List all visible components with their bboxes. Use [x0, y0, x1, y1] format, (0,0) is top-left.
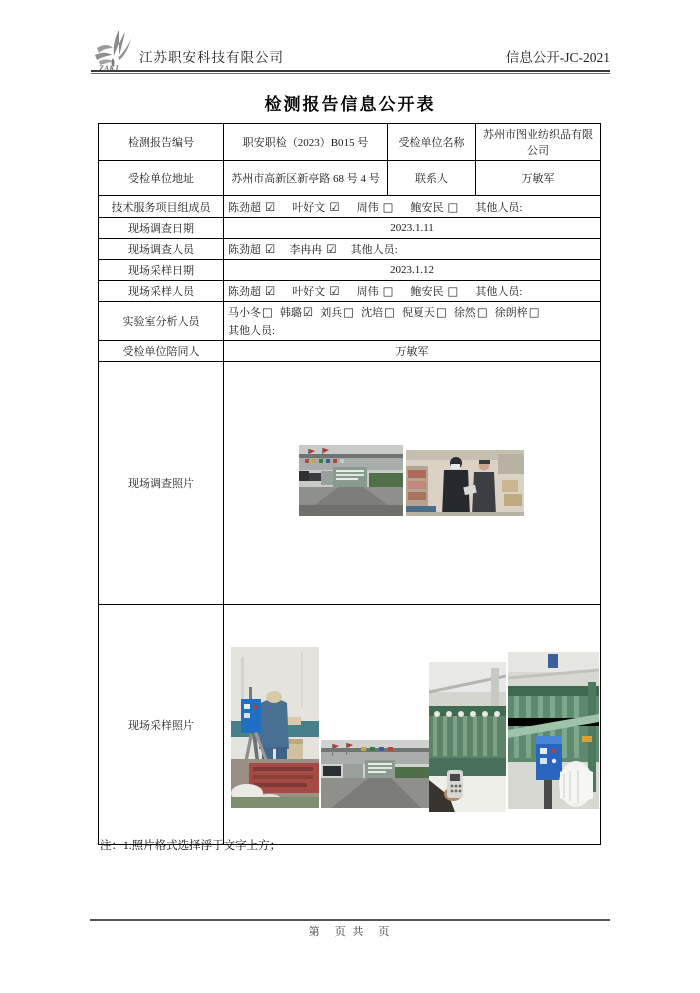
sampling-factory-gate-photo [321, 740, 429, 808]
lab-staff-label: 实验室分析人员 [99, 302, 224, 341]
staff-member-name: 刘兵 [320, 307, 343, 319]
report-no-label: 检测报告编号 [99, 124, 224, 161]
sampling-handheld-meter-photo [429, 662, 506, 812]
unchecked-checkbox-icon: □ [382, 284, 394, 298]
staff-member [289, 244, 336, 256]
footnote: 注：1.照片格式选择浮于文字上方； [100, 840, 282, 852]
team-members [224, 196, 601, 218]
doc-number: 信息公开-JC-2021 [505, 50, 610, 65]
contact-label: 联系人 [388, 161, 476, 196]
contact-value: 万敏军 [476, 161, 601, 196]
row-unit-address [99, 161, 601, 196]
staff-member [475, 202, 522, 214]
row-lab-staff [99, 302, 601, 341]
row-survey-staff [99, 239, 601, 260]
checked-checkbox-icon: ☑ [329, 199, 340, 214]
staff-member [495, 307, 540, 319]
unchecked-checkbox-icon: □ [384, 305, 395, 319]
staff-member [357, 286, 394, 298]
row-team-members [99, 196, 601, 218]
survey-photos-cell [224, 362, 601, 605]
company-name: 江苏职安科技有限公司 [139, 50, 284, 65]
staff-member [410, 199, 459, 214]
page-number-line: 第 页 共 页 [308, 926, 392, 938]
unit-name-label: 受检单位名称 [388, 124, 476, 161]
survey-staff [224, 239, 601, 260]
sampling-staff-label: 现场采样人员 [99, 281, 224, 302]
checked-checkbox-icon: ☑ [302, 305, 314, 319]
staff-member-name: 其他人员: [475, 286, 523, 298]
staff-member [228, 286, 275, 298]
staff-member [454, 307, 488, 319]
checked-checkbox-icon: ☑ [265, 199, 276, 214]
unchecked-checkbox-icon: □ [343, 305, 355, 319]
footer-divider [90, 919, 610, 921]
staff-member [361, 307, 395, 319]
staff-member-name: 周伟 [356, 201, 379, 214]
staff-member [292, 199, 340, 214]
staff-member-name: 叶好文 [292, 286, 326, 298]
staff-member-name: 陈劲超 [228, 244, 261, 256]
row-survey-photos [99, 362, 601, 605]
staff-member-name: 鲍安民 [410, 201, 444, 214]
row-escort [99, 341, 601, 362]
checked-checkbox-icon: ☑ [265, 242, 276, 256]
staff-member-name: 陈劲超 [228, 286, 261, 298]
team-label: 技术服务项目组成员 [99, 196, 224, 218]
staff-member-name: 叶好文 [292, 201, 326, 214]
sampling-machine-sampler-photo [508, 652, 599, 809]
row-sampling-photos [99, 605, 601, 845]
sampling-photos-label: 现场采样照片 [99, 605, 224, 845]
survey-factory-gate-photo [299, 445, 403, 516]
staff-member-name: 韩璐 [279, 307, 302, 319]
staff-member [228, 244, 275, 256]
unchecked-checkbox-icon: □ [262, 305, 273, 319]
logo-text: ZAKJ [99, 64, 119, 72]
staff-member [320, 307, 354, 319]
staff-member [292, 286, 339, 298]
staff-member [351, 244, 398, 256]
survey-interview-photo [406, 450, 524, 516]
page-title: 检测报告信息公开表 [264, 95, 436, 114]
checked-checkbox-icon: ☑ [265, 284, 276, 298]
company-logo-icon [91, 28, 137, 72]
staff-member [280, 307, 313, 319]
unit-addr-value: 苏州市高新区新亭路 68 号 4 号 [224, 161, 388, 196]
survey-staff-label: 现场调查人员 [99, 239, 224, 260]
lab-staff [224, 302, 601, 341]
escort-label: 受检单位陪同人 [99, 341, 224, 362]
report-header [91, 26, 610, 72]
sampling-photos-cell [224, 605, 601, 845]
staff-member-name: 倪夏天 [401, 307, 435, 319]
staff-member-name: 其他人员: [350, 244, 398, 256]
sampling-date-value: 2023.1.12 [224, 260, 601, 281]
survey-date-value: 2023.1.11 [224, 218, 601, 239]
unchecked-checkbox-icon: □ [447, 199, 459, 214]
staff-member [411, 286, 459, 298]
staff-member-name: 陈劲超 [228, 201, 261, 214]
checked-checkbox-icon: ☑ [326, 242, 337, 256]
staff-member-name: 其他人员: [475, 201, 523, 214]
staff-member-name: 李冉冉 [289, 244, 323, 256]
staff-member [475, 286, 522, 298]
staff-member-name: 沈培 [361, 307, 384, 319]
report-no-value: 职安职检（2023）B015 号 [224, 124, 388, 161]
row-sampling-staff [99, 281, 601, 302]
staff-member-name: 周伟 [356, 286, 379, 298]
row-report-no [99, 124, 601, 161]
staff-member-name: 马小冬 [228, 307, 261, 319]
staff-member [228, 199, 276, 214]
survey-date-label: 现场调查日期 [99, 218, 224, 239]
disclosure-form-table [98, 123, 601, 845]
header-branding [91, 24, 284, 72]
sampling-staff [224, 281, 601, 302]
row-survey-date [99, 218, 601, 239]
sampling-date-label: 现场采样日期 [99, 260, 224, 281]
unchecked-checkbox-icon: □ [476, 305, 488, 319]
staff-member [228, 307, 273, 319]
unchecked-checkbox-icon: □ [528, 305, 540, 319]
row-sampling-date [99, 260, 601, 281]
checked-checkbox-icon: ☑ [329, 284, 340, 298]
staff-member-name: 鲍安民 [410, 286, 444, 298]
unchecked-checkbox-icon: □ [447, 284, 459, 298]
unchecked-checkbox-icon: □ [382, 199, 394, 214]
staff-member-name: 其他人员: [228, 325, 276, 337]
escort-value: 万敏军 [224, 341, 601, 362]
unit-name-value: 苏州市图业纺织品有限公司 [476, 124, 601, 161]
unchecked-checkbox-icon: □ [435, 305, 447, 319]
survey-photos-label: 现场调查照片 [99, 362, 224, 605]
header-divider [91, 70, 610, 74]
staff-member [356, 199, 394, 214]
staff-member [402, 307, 447, 319]
staff-member-name: 徐朗梓 [494, 307, 528, 319]
sampling-tripod-photo [231, 647, 319, 808]
staff-member [228, 322, 275, 338]
staff-member-name: 徐然 [453, 307, 476, 319]
unit-addr-label: 受检单位地址 [99, 161, 224, 196]
